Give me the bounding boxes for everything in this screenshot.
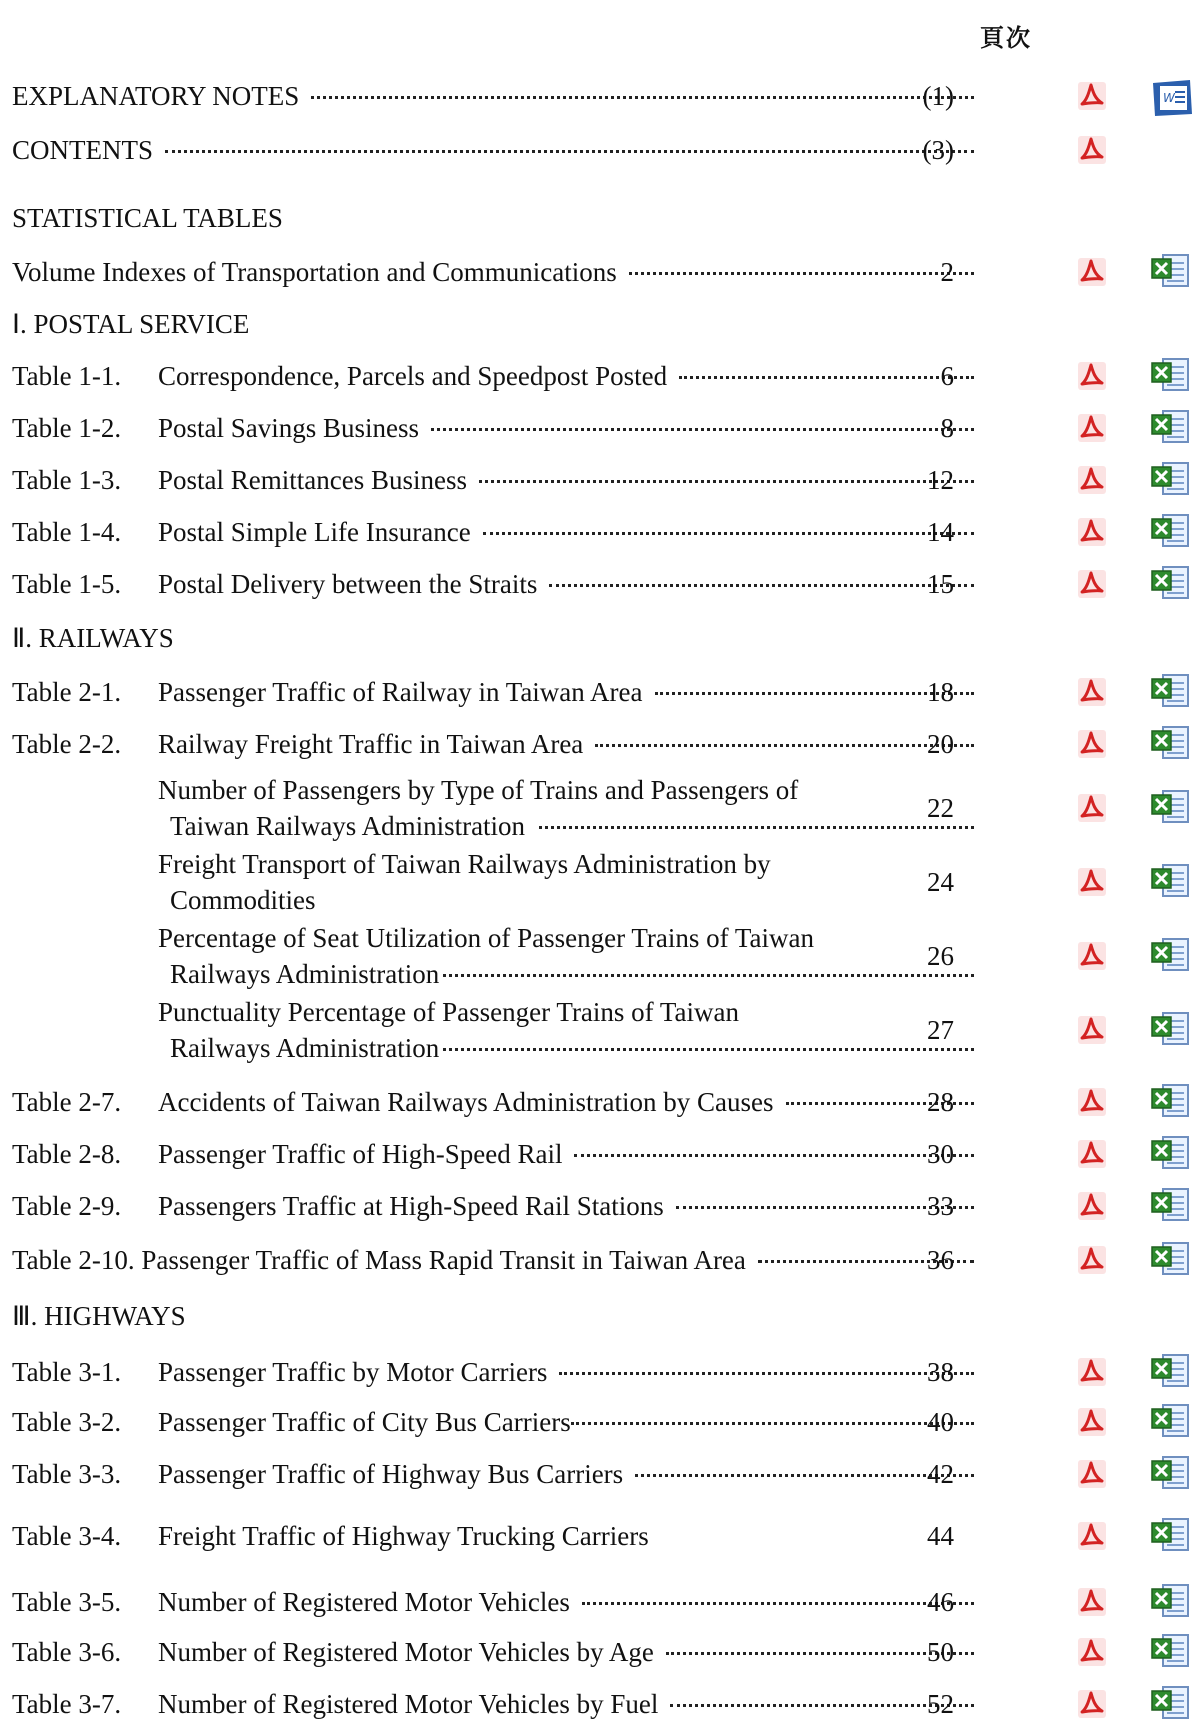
table-title: Passenger Traffic of Railway in Taiwan Area [158, 677, 643, 707]
page-number: 40 [927, 1407, 954, 1437]
table-title: Postal Remittances Business [158, 465, 467, 495]
page-number: 15 [927, 569, 954, 599]
table-title-continued: Taiwan Railways Administration [170, 811, 526, 841]
table-title: Passenger Traffic by Motor Carriers [158, 1357, 548, 1387]
table-number [12, 920, 158, 956]
excel-icon[interactable] [1150, 1684, 1190, 1720]
excel-icon[interactable] [1150, 1082, 1190, 1118]
page-number: 50 [927, 1637, 954, 1667]
pdf-icon[interactable] [1078, 1016, 1106, 1044]
pdf-icon[interactable] [1078, 730, 1106, 758]
pdf-icon[interactable] [1078, 466, 1106, 494]
page-number: 27 [927, 1015, 954, 1045]
pdf-icon[interactable] [1078, 518, 1106, 546]
pdf-icon[interactable] [1078, 1638, 1106, 1666]
page-number: (3) [922, 135, 954, 165]
table-number: Table 2-1. [12, 677, 122, 707]
page-number: 42 [927, 1459, 954, 1489]
dot-leader [165, 150, 974, 153]
excel-icon[interactable] [1150, 460, 1190, 496]
page-number: 24 [927, 867, 954, 897]
table-title: Number of Registered Motor Vehicles by Age [158, 1637, 654, 1667]
pdf-icon[interactable] [1078, 1588, 1106, 1616]
page-number: 18 [927, 677, 954, 707]
table-number: Table 2-7. [12, 1087, 122, 1117]
page-number: 52 [927, 1689, 954, 1719]
pdf-icon[interactable] [1078, 868, 1106, 896]
table-number: Table 2-9. [12, 1191, 122, 1221]
table-title: Postal Delivery between the Straits [158, 569, 538, 599]
pdf-icon[interactable] [1078, 136, 1106, 164]
pdf-icon[interactable] [1078, 82, 1106, 110]
table-number: Table 3-1. [12, 1357, 122, 1387]
excel-icon[interactable] [1150, 1134, 1190, 1170]
table-number: Table 2-10. [12, 1245, 135, 1275]
table-number: Table 3-4. [12, 1521, 122, 1551]
table-title: Correspondence, Parcels and Speedpost Posted [158, 361, 668, 391]
table-title: Percentage of Seat Utilization of Passenger Trains of Taiwan [158, 923, 814, 953]
heading-statistical-tables: STATISTICAL TABLES [12, 203, 283, 233]
excel-icon[interactable] [1150, 356, 1190, 392]
pdf-icon[interactable] [1078, 1522, 1106, 1550]
excel-icon[interactable] [1150, 1402, 1190, 1438]
table-title: Passengers Traffic at High-Speed Rail Stations [158, 1191, 664, 1221]
pdf-icon[interactable] [1078, 1358, 1106, 1386]
excel-icon[interactable] [1150, 936, 1190, 972]
pdf-icon[interactable] [1078, 570, 1106, 598]
table-title: Postal Savings Business [158, 413, 420, 443]
page-number: 2 [940, 257, 954, 287]
toc-entry-label: Volume Indexes of Transportation and Communications [12, 257, 617, 287]
page-number: 33 [927, 1191, 954, 1221]
page-number: 6 [940, 361, 954, 391]
pdf-icon[interactable] [1078, 1088, 1106, 1116]
table-number: Table 1-1. [12, 361, 122, 391]
excel-icon[interactable] [1150, 252, 1190, 288]
section-heading-postal-service: Ⅰ. POSTAL SERVICE [12, 309, 250, 339]
page-column-header: 頁次 [980, 23, 1032, 52]
excel-icon[interactable] [1150, 724, 1190, 760]
pdf-icon[interactable] [1078, 1140, 1106, 1168]
page-number: 30 [927, 1139, 954, 1169]
page-number: 22 [927, 793, 954, 823]
svg-text:W: W [1163, 91, 1175, 105]
pdf-icon[interactable] [1078, 414, 1106, 442]
table-number: Table 3-6. [12, 1637, 122, 1667]
page-number: 46 [927, 1587, 954, 1617]
pdf-icon[interactable] [1078, 1246, 1106, 1274]
table-number [12, 994, 158, 1030]
table-number: Table 2-2. [12, 729, 122, 759]
dot-leader [443, 974, 974, 977]
excel-icon[interactable] [1150, 1010, 1190, 1046]
table-title-continued: Commodities [170, 885, 316, 915]
table-number: Table 1-4. [12, 517, 122, 547]
excel-icon[interactable] [1150, 1240, 1190, 1276]
pdf-icon[interactable] [1078, 942, 1106, 970]
excel-icon[interactable] [1150, 862, 1190, 898]
excel-icon[interactable] [1150, 1632, 1190, 1668]
excel-icon[interactable] [1150, 672, 1190, 708]
table-number: Table 1-3. [12, 465, 122, 495]
table-title: Punctuality Percentage of Passenger Trains of Taiwan [158, 997, 740, 1027]
table-number [12, 846, 158, 882]
excel-icon[interactable] [1150, 1582, 1190, 1618]
excel-icon[interactable] [1150, 1516, 1190, 1552]
table-number: Table 1-5. [12, 569, 122, 599]
page-number: (1) [922, 81, 954, 111]
excel-icon[interactable] [1150, 788, 1190, 824]
table-title: Postal Simple Life Insurance [158, 517, 471, 547]
table-number: Table 2-8. [12, 1139, 122, 1169]
page-number: 8 [940, 413, 954, 443]
section-heading-highways: Ⅲ. HIGHWAYS [12, 1301, 186, 1331]
pdf-icon[interactable] [1078, 362, 1106, 390]
excel-icon[interactable] [1150, 1352, 1190, 1388]
table-number: Table 3-2. [12, 1407, 122, 1437]
table-number [12, 772, 158, 808]
toc-entry-label: EXPLANATORY NOTES [12, 81, 300, 111]
table-number: Table 1-2. [12, 413, 122, 443]
pdf-icon[interactable] [1078, 1192, 1106, 1220]
pdf-icon[interactable] [1078, 794, 1106, 822]
table-title: Passenger Traffic of Mass Rapid Transit in Taiwan Area [141, 1245, 746, 1275]
page-number: 12 [927, 465, 954, 495]
table-title: Number of Passengers by Type of Trains and Passengers of [158, 775, 799, 805]
table-title: Accidents of Taiwan Railways Administration by Causes [158, 1087, 774, 1117]
excel-icon[interactable] [1150, 1454, 1190, 1490]
dot-leader [539, 826, 974, 829]
table-title-continued: Railways Administration [170, 959, 440, 989]
table-number: Table 3-3. [12, 1459, 122, 1489]
table-title: Passenger Traffic of City Bus Carriers [158, 1407, 571, 1437]
page-number: 20 [927, 729, 954, 759]
pdf-icon[interactable] [1078, 678, 1106, 706]
table-title: Passenger Traffic of High-Speed Rail [158, 1139, 563, 1169]
table-number: Table 3-5. [12, 1587, 122, 1617]
table-title: Passenger Traffic of Highway Bus Carriers [158, 1459, 624, 1489]
excel-icon[interactable] [1150, 1186, 1190, 1222]
pdf-icon[interactable] [1078, 1690, 1106, 1718]
table-title: Railway Freight Traffic in Taiwan Area [158, 729, 584, 759]
table-title: Number of Registered Motor Vehicles [158, 1587, 570, 1617]
dot-leader [443, 1048, 974, 1051]
page-number: 28 [927, 1087, 954, 1117]
section-heading-railways: Ⅱ. RAILWAYS [12, 623, 174, 653]
page-number: 36 [927, 1245, 954, 1275]
toc-entry-label: CONTENTS [12, 135, 153, 165]
word-icon[interactable] [1150, 78, 1194, 118]
pdf-icon[interactable] [1078, 258, 1106, 286]
table-title: Freight Transport of Taiwan Railways Administration by [158, 849, 771, 879]
page-number: 38 [927, 1357, 954, 1387]
page-number: 14 [927, 517, 954, 547]
table-number: Table 3-7. [12, 1689, 122, 1719]
table-title: Number of Registered Motor Vehicles by Fuel [158, 1689, 659, 1719]
excel-icon[interactable] [1150, 512, 1190, 548]
page-number: 26 [927, 941, 954, 971]
pdf-icon[interactable] [1078, 1460, 1106, 1488]
table-title-continued: Railways Administration [170, 1033, 440, 1063]
table-title: Freight Traffic of Highway Trucking Carriers [158, 1521, 649, 1551]
excel-icon[interactable] [1150, 564, 1190, 600]
excel-icon[interactable] [1150, 408, 1190, 444]
pdf-icon[interactable] [1078, 1408, 1106, 1436]
page-number: 44 [927, 1521, 954, 1551]
